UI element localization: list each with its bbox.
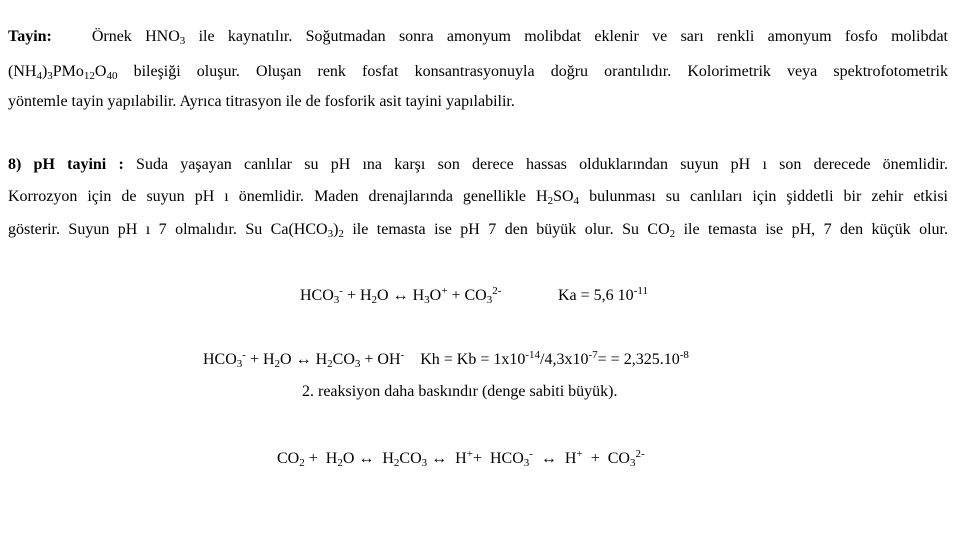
equation-1: $HCO_3^- + H_2O$ ↔ $H_3O^+ + CO_3^{2-}$ (300, 285, 502, 306)
equation-3: $CO_2 + H_2O$ ↔ $H_2CO_3$ ↔ $H^++ HCO_3^-$ ↔ $H^+ + CO_3^{2-}$ (277, 448, 645, 469)
tayin-line-2: $(NH_4)_3PMo_{12}O_{40}$ bileşiği oluşur. Oluşan renk fosfat konsantrasyonuyla doğru orantılıdır. Kolorimetrik veya spektrofotometrik (8, 63, 948, 82)
ph-line-1: 8) pH tayini : Suda yaşayan canlılar su pH ına karşı son derece hassas olduklarından suyun pH ı son derecede önemlidir. (8, 156, 948, 173)
tayin-line-3: yöntemle tayin yapılabilir. Ayrıca titrasyon ile de fosforik asit tayini yapılabilir. (8, 93, 515, 110)
ph-heading: 8) pH tayini : (8, 156, 124, 173)
ph-line-3: gösterir. Suyun pH ı 7 olmalıdır. Su $Ca(HCO_3)_2$ ile temasta ise pH 7 den büyük olur. Su $CO_2$ ile temasta ise pH, 7 den küçük olur. (8, 221, 948, 240)
tayin-text-1b: ile kaynatılır. Soğutmadan sonra amonyum molibdat eklenir ve sarı renkli amonyum fosfo molibdat (185, 28, 948, 45)
tayin-label: Tayin: (8, 28, 52, 45)
equation-2: $HCO_3^- + H_2O$ ↔ $H_2CO_3 + OH^-$ $Kh = Kb = 1x10^{-14}/4,3x10^{-7}= = 2,325.10^{-8}$ (203, 349, 689, 370)
note-text: 2. reaksiyon daha baskındır (denge sabiti büyük). (302, 383, 618, 400)
tayin-text-1a: Örnek HNO (91, 28, 180, 45)
ph-line-2: Korrozyon için de suyun pH ı önemlidir. Maden drenajlarında genellikle $H_2SO_4$ bulunması su canlıları için şiddetli bir zehir etkisi (8, 188, 948, 207)
equation-1-ka: Ka = 5,6 $10^{-11}$ (558, 285, 648, 304)
tayin-line-1: Tayin: Örnek $HNO_3$ ile kaynatılır. Soğutmadan sonra amonyum molibdat eklenir ve sarı renkli amonyum fosfo molibdat (8, 28, 948, 47)
